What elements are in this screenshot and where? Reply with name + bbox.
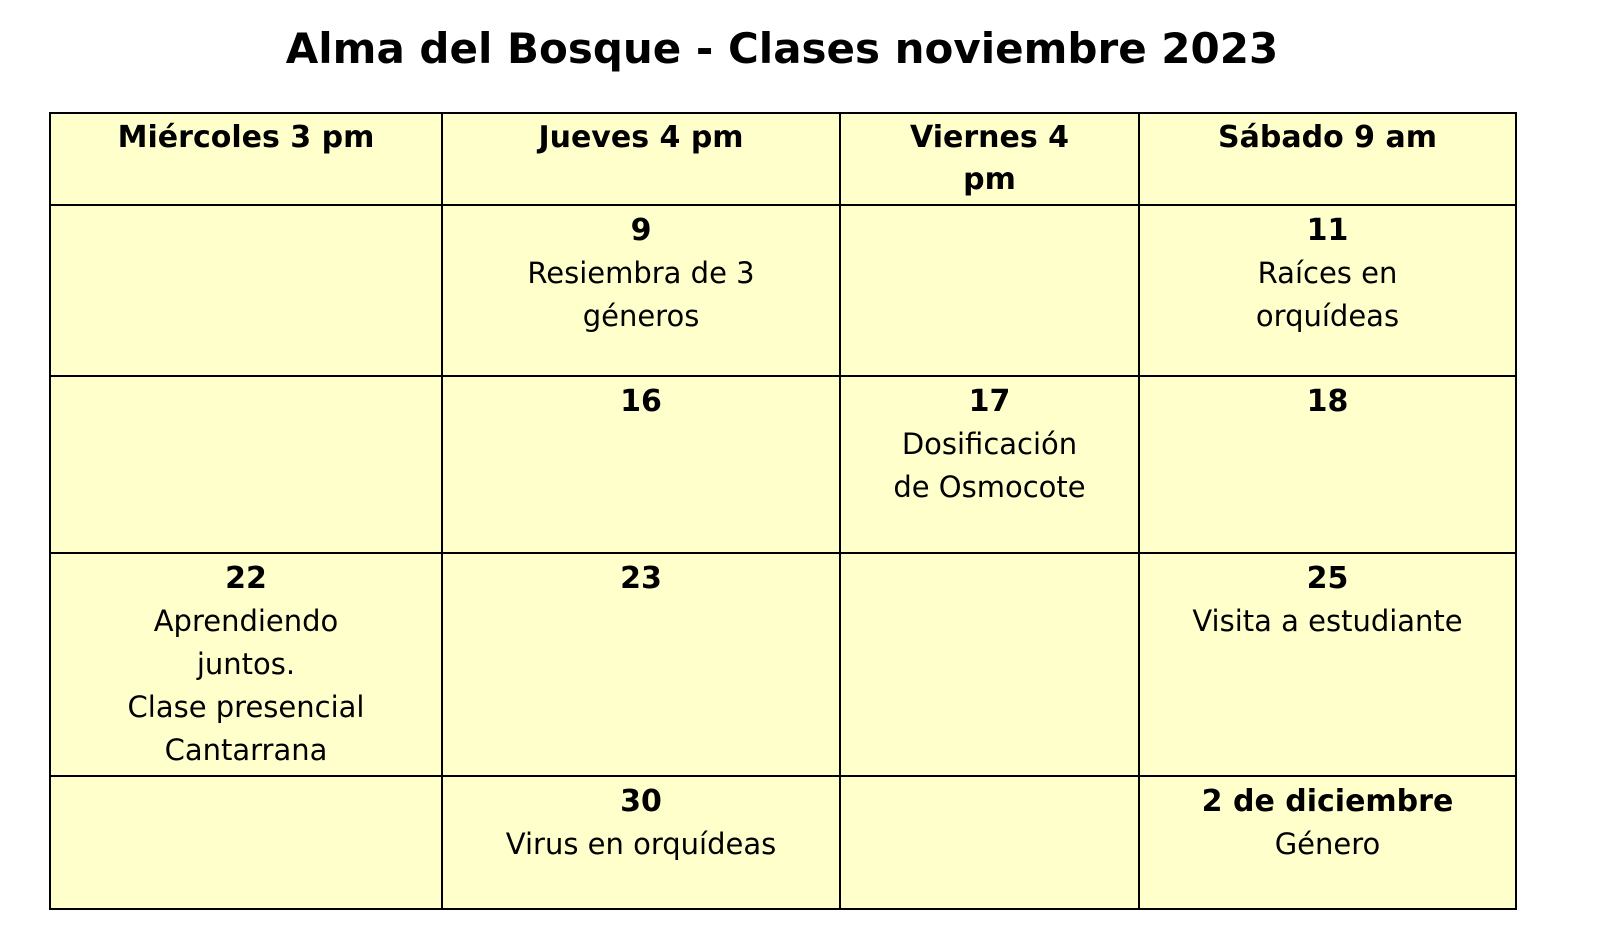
class-description-line: Virus en orquídeas	[505, 827, 777, 861]
class-cell	[442, 776, 840, 909]
class-cell	[50, 553, 442, 776]
column-header-line: Viernes 4	[910, 120, 1069, 155]
class-description-line: Género	[1274, 827, 1381, 861]
class-cell	[442, 376, 840, 553]
class-description-line: géneros	[582, 299, 700, 333]
class-cell	[442, 553, 840, 776]
class-cell	[1139, 553, 1516, 776]
day-number: 18	[1306, 384, 1349, 419]
day-number: 23	[620, 561, 662, 596]
table-body	[50, 205, 1516, 909]
header-row	[50, 113, 1516, 205]
class-description-line: orquídeas	[1255, 299, 1400, 333]
page-title: Alma del Bosque - Clases noviembre 2023	[285, 24, 1279, 73]
class-cell	[1139, 376, 1516, 553]
empty-cell	[840, 776, 1139, 909]
empty-cell	[840, 553, 1139, 776]
class-cell	[442, 205, 840, 376]
column-header-line: Miércoles 3 pm	[117, 120, 375, 155]
class-description-line: Clase presencial	[127, 690, 365, 724]
column-header-line: Jueves 4 pm	[538, 120, 744, 155]
column-header-line: pm	[963, 162, 1016, 197]
day-number: 11	[1306, 213, 1349, 248]
class-cell	[1139, 205, 1516, 376]
day-number: 9	[630, 213, 652, 248]
empty-cell	[840, 205, 1139, 376]
column-header	[442, 113, 840, 205]
column-header	[50, 113, 442, 205]
table-row	[50, 205, 1516, 376]
column-header-line: Sábado 9 am	[1218, 120, 1437, 155]
table-row	[50, 776, 1516, 909]
class-description-line: Raíces en	[1257, 256, 1398, 290]
class-description-line: Resiembra de 3	[527, 256, 755, 290]
day-number: 22	[225, 561, 267, 596]
day-number: 16	[620, 384, 662, 419]
column-header	[1139, 113, 1516, 205]
class-description-line: juntos.	[196, 647, 296, 681]
day-number: 25	[1306, 561, 1349, 596]
class-description-line: de Osmocote	[893, 470, 1086, 504]
column-header	[840, 113, 1139, 205]
day-number: 2 de diciembre	[1201, 784, 1454, 819]
class-cell	[1139, 776, 1516, 909]
class-description-line: Visita a estudiante	[1192, 604, 1463, 638]
class-description-line: Dosificación	[901, 427, 1078, 461]
table-row	[50, 553, 1516, 776]
empty-cell	[50, 376, 442, 553]
day-number: 30	[620, 784, 662, 819]
day-number: 17	[968, 384, 1011, 419]
schedule-table	[49, 112, 1517, 910]
table-header	[50, 113, 1516, 205]
class-cell	[840, 376, 1139, 553]
table-row	[50, 376, 1516, 553]
class-description-line: Aprendiendo	[153, 604, 339, 638]
class-description-line: Cantarrana	[164, 733, 328, 767]
empty-cell	[50, 776, 442, 909]
empty-cell	[50, 205, 442, 376]
